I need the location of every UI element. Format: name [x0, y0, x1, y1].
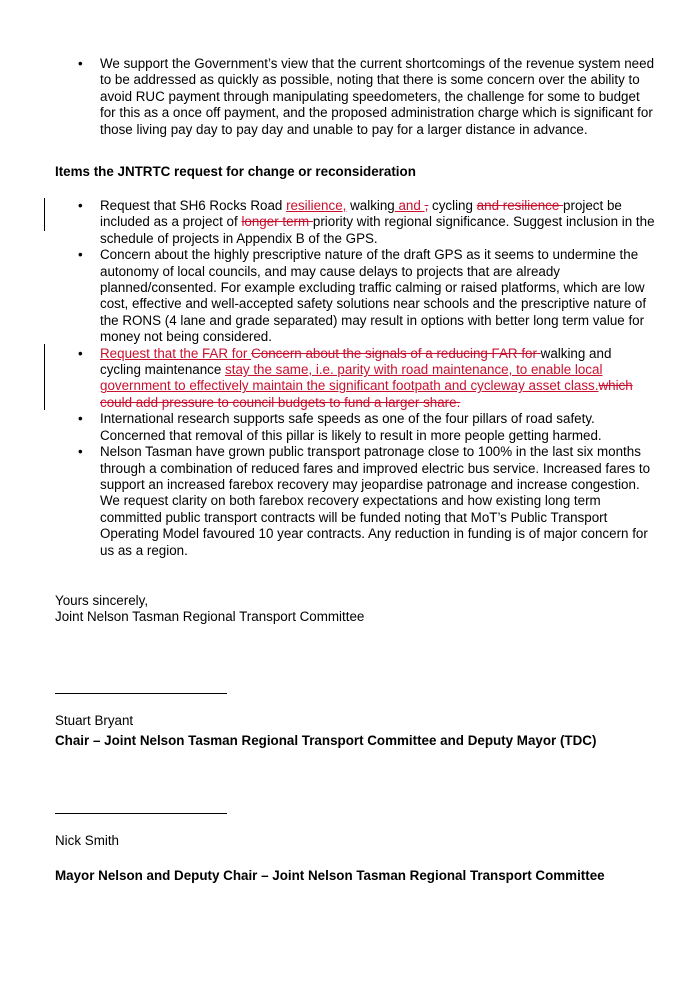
- inserted-text: resilience,: [286, 198, 347, 213]
- text-run: priority with regional significance. Suggest inclusion in the schedule of projects in Appendix B of the GPS.: [100, 214, 655, 246]
- text-run: walking and cycling maintenance: [100, 345, 612, 378]
- bullet-text: Nelson Tasman have grown public transport patronage close to 100% in the last six months through a combination of reduced fares and improved electric bus service. Increased fares to support an increased farebox recovery may jeopardise patronage and increase congestion. We request clarity on both farebox recovery expectations and how existing long term committed public transport contracts will be funded noting that MoT’s Public Transport Operating Model favoured 10 year contracts. Any reduction in funding is of major concern for us as a region.: [100, 444, 651, 558]
- closing-org: Joint Nelson Tasman Regional Transport Committee: [55, 609, 365, 625]
- signature-line: [55, 693, 227, 694]
- bullet-text: We support the Government’s view that the current shortcomings of the revenue system need to be addressed as quickly as possible, noting that there is some concern over the ability to avoid RUC payment through manipulating speedometers, the challenge for some to budget for this as a once off payment, and the proposed administration charge which is significant for those living pay day to pay day and unable to pay for a larger distance in advance.: [100, 56, 655, 137]
- inserted-text: Request that the FAR for: [100, 345, 252, 361]
- list-item: [76, 346, 656, 412]
- bullet-text: Concern about the highly prescriptive nature of the draft GPS as it seems to undermine the autonomy of local councils, and may cause delays to projects that are already planned/consented. For example excluding traffic calming or raised platforms, which are low cost, effective and well-accepted safety solutions near schools and the prescriptive nature of the RONS (4 lane and grade separated) may result in options with better long term value for money not being considered.: [100, 247, 647, 345]
- list-item: [76, 56, 656, 138]
- inserted-text: and: [394, 198, 425, 213]
- deleted-text: longer term: [241, 214, 313, 230]
- deleted-text: ,: [424, 198, 429, 213]
- bullet-glyph: •: [78, 444, 83, 460]
- change-bar: [44, 344, 45, 410]
- text-run: Request that SH6 Rocks Road: [100, 198, 287, 213]
- signatory-name: Nick Smith: [55, 833, 119, 848]
- bullet-glyph: •: [78, 56, 83, 71]
- deleted-text: which could add pressure to council budgets to fund a larger share.: [100, 378, 633, 410]
- text-run: project be included as a project of: [100, 198, 622, 230]
- signatory-name: Stuart Bryant: [55, 713, 134, 728]
- deleted-text: and resilience: [476, 198, 564, 213]
- text-run: walking: [346, 198, 395, 213]
- bullet-glyph: •: [78, 198, 83, 213]
- list-item: [76, 247, 656, 345]
- bullet-list-support: [76, 56, 656, 138]
- list-item: [76, 198, 656, 247]
- signatory-title: Chair – Joint Nelson Tasman Regional Transport Committee and Deputy Mayor (TDC): [55, 733, 597, 748]
- deleted-text: Concern about the signals of a reducing FAR for: [251, 345, 541, 361]
- signatory-title: Mayor Nelson and Deputy Chair – Joint Nelson Tasman Regional Transport Committee: [55, 868, 605, 883]
- bullet-text: International research supports safe speeds as one of the four pillars of road safety. Concerned that removal of this pillar is likely to result in more people getting harmed.: [100, 411, 602, 443]
- bullet-glyph: •: [78, 345, 83, 361]
- bullet-glyph: •: [78, 247, 83, 263]
- closing-block: [55, 593, 364, 626]
- list-item: [76, 444, 656, 559]
- salutation: Yours sincerely,: [55, 593, 149, 608]
- signature-line: [55, 813, 227, 814]
- bullet-glyph: •: [78, 411, 83, 427]
- list-item: [76, 411, 656, 444]
- change-bar: [44, 198, 45, 231]
- text-run: cycling: [428, 198, 477, 213]
- inserted-text: stay the same, i.e. parity with road maintenance, to enable local government to effectively maintain the significant footpath and cycleway asset class.: [100, 362, 603, 394]
- bullet-list-requests: [76, 198, 656, 559]
- section-heading: Items the JNTRTC request for change or reconsideration: [55, 164, 416, 179]
